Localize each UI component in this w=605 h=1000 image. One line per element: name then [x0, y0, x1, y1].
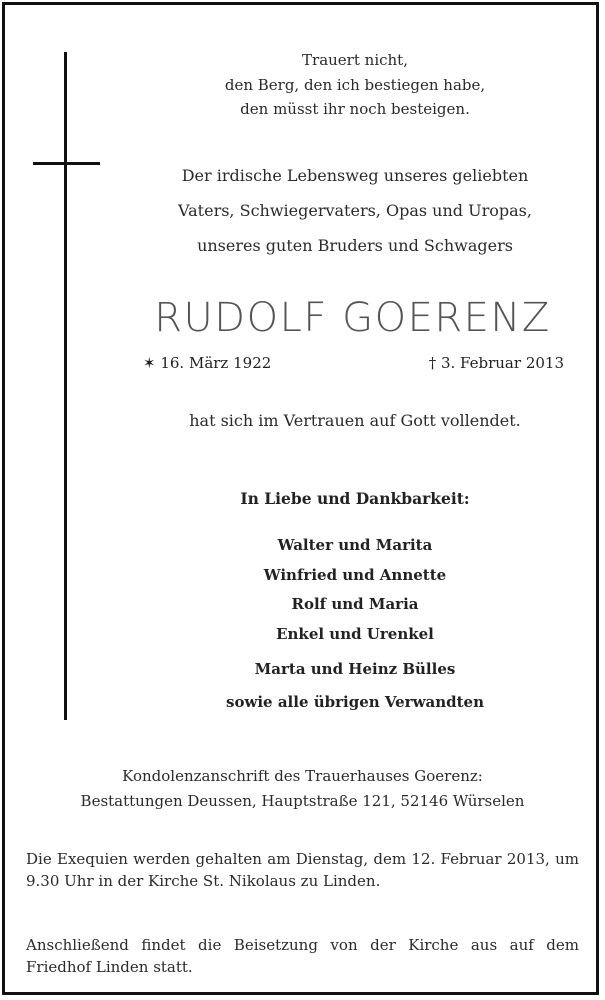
family-member: Enkel und Urenkel — [276, 624, 434, 643]
kondolenz-line: Bestattungen Deussen, Hauptstraße 121, 52146 Würselen — [80, 792, 525, 810]
intro-text — [120, 158, 590, 263]
family-member: Walter und Marita — [277, 536, 433, 554]
kondolenz-address — [10, 764, 595, 814]
intro-line: unseres guten Bruders und Schwagers — [197, 236, 513, 255]
cross-icon-bar — [33, 162, 100, 165]
exequien-paragraph: Die Exequien werden gehalten am Dienstag, dem 12. Februar 2013, um 9.30 Uhr in der Kirche St. Nikolaus zu Linden. — [26, 850, 579, 890]
family-member: Winfried und Annette — [263, 565, 447, 584]
birth-date: ✶ 16. März 1922 — [143, 354, 272, 372]
kondolenz-line: Kondolenzanschrift des Trauerhauses Goerenz: — [122, 767, 483, 785]
poem — [120, 48, 590, 122]
poem-line: Trauert nicht, — [302, 51, 408, 69]
deceased-name: RUDOLF GOERENZ — [154, 295, 551, 341]
cross-icon — [64, 52, 67, 720]
beisetzung-paragraph: Anschließend findet die Beisetzung von der Kirche aus auf dem Friedhof Linden statt. — [26, 936, 579, 976]
intro-line: Vaters, Schwiegervaters, Opas und Uropas, — [178, 201, 532, 220]
family-member: Rolf und Maria — [291, 595, 419, 613]
death-date: † 3. Februar 2013 — [428, 354, 564, 372]
poem-line: den müsst ihr noch besteigen. — [240, 100, 470, 118]
family-member: sowie alle übrigen Verwandten — [226, 693, 484, 711]
family-member: Marta und Heinz Bülles — [254, 660, 456, 678]
vollendet-text: hat sich im Vertrauen auf Gott vollendet. — [189, 411, 521, 430]
family-list — [120, 531, 590, 719]
poem-line: den Berg, den ich bestiegen habe, — [224, 75, 486, 94]
intro-line: Der irdische Lebensweg unseres geliebten — [181, 166, 529, 185]
dankbarkeit-heading: In Liebe und Dankbarkeit: — [240, 489, 470, 508]
